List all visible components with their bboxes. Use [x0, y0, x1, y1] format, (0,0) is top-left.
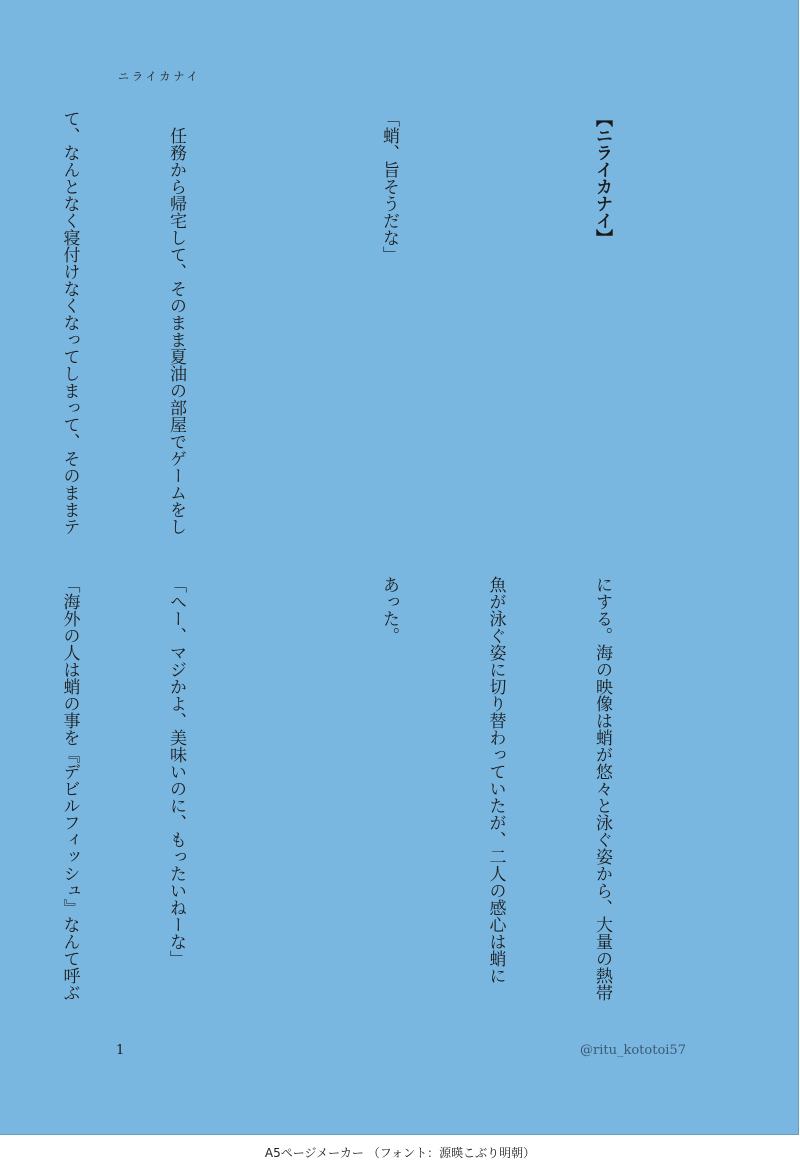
author-credit: @ritu_kototoi57 — [580, 1043, 686, 1058]
text-line: 魚が泳ぐ姿に切り替わっていたが、二人の感心は蛸に — [485, 576, 506, 984]
text-line: にする。海の映像は蛸が悠々と泳ぐ姿から、大量の熱帯 — [592, 576, 612, 1001]
running-title: ニライカナイ — [118, 70, 201, 83]
text-line — [264, 110, 300, 570]
text-line: 任務から帰宅して、そのまま夏油の部屋でゲームをし — [166, 110, 186, 535]
text-line: 「蛸、旨そうだな」 — [379, 110, 399, 263]
text-column-bottom — [0, 576, 690, 1046]
footer-caption: A5ページメーカー （フォント：源暎こぶり明朝） — [264, 1146, 536, 1160]
text-line — [477, 110, 513, 570]
text-line: 「へー、マジかよ、美味いのに、もったいねーな」 — [166, 576, 186, 967]
text-line: あった。 — [379, 576, 399, 644]
text-column-top — [59, 110, 690, 570]
text-line: て、なんとなく寝付けなくなってしまって、そのままテ — [59, 110, 80, 535]
chapter-heading: 【ニライカナイ】 — [592, 110, 612, 246]
text-line: 「海外の人は蛸の事を『デビルフィッシュ』なんて呼ぶ — [59, 576, 80, 1001]
text-line — [264, 576, 300, 1046]
page-number: 1 — [116, 1043, 125, 1058]
